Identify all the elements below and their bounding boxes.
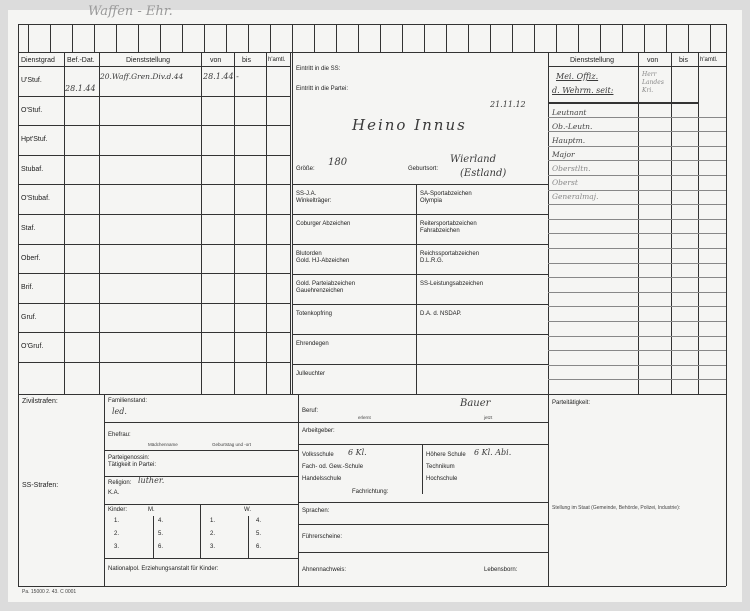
ahnennachweis-label: Ahnennachweis: — [302, 567, 347, 573]
right-row-line — [548, 365, 726, 366]
right-row-line — [548, 292, 726, 293]
hoehere-label: Höhere Schule — [426, 452, 466, 458]
top-strip-divider — [402, 24, 403, 52]
top-strip-divider — [72, 24, 73, 52]
top-strip-divider — [50, 24, 51, 52]
parteitaetigkeit-label: Parteitätigkeit: — [552, 400, 591, 406]
kinder-number: 4. — [256, 518, 262, 524]
top-strip-divider — [314, 24, 315, 52]
header-bis: bis — [242, 57, 251, 64]
left-row-line — [18, 303, 290, 304]
religion-label: Religion: — [108, 480, 132, 486]
top-strip-divider — [424, 24, 425, 52]
religion-sub: K.A. — [108, 490, 120, 496]
badge-left: Ehrendegen — [296, 341, 329, 347]
rank-label: Stubaf. — [21, 165, 44, 173]
top-strip-divider — [248, 24, 249, 52]
erlernt-label: erlernt — [358, 415, 371, 420]
kinder-number: 5. — [158, 531, 164, 537]
left-row-line — [18, 184, 290, 185]
top-strip-divider — [358, 24, 359, 52]
badge-row-line — [292, 334, 548, 335]
badge-right: Reichssportabzeichen D.L.R.G. — [420, 251, 480, 264]
top-strip-divider — [116, 24, 117, 52]
badge-row-line — [292, 274, 548, 275]
top-strip-divider — [556, 24, 557, 52]
kinder-number: 1. — [114, 518, 120, 524]
right-row-line — [548, 219, 726, 220]
right-header-bis: bis — [679, 57, 688, 64]
eintritt-ss: Eintritt in die SS: — [296, 66, 341, 72]
top-strip-divider — [292, 24, 293, 52]
rank-label: U'Stuf. — [21, 77, 42, 84]
top-strip-divider — [468, 24, 469, 52]
right-rank: Generalmaj. — [552, 192, 599, 201]
handels-label: Handelsschule — [302, 476, 342, 482]
stellung-label: Stellung im Staat (Gemeinde, Behörde, Polizei, Industrie): — [552, 505, 681, 511]
right-row-line — [548, 350, 726, 351]
footer-print-code: Pa. 15000 2. 43. C 0001 — [22, 589, 77, 595]
top-strip-divider — [578, 24, 579, 52]
right-hw-small-1: Herr — [642, 71, 657, 78]
napola-label: Nationalpol. Erziehungsanstalt für Kinder: — [108, 566, 219, 572]
ehefrau-label: Ehefrau: — [108, 432, 131, 438]
badge-left: Blutorden Gold. HJ-Abzeichen — [296, 251, 350, 264]
top-strip-divider — [446, 24, 447, 52]
right-row-line — [548, 160, 726, 161]
badge-left: SS-J.A. Winkelträger: — [296, 191, 332, 204]
familienstand-hw: led. — [112, 407, 127, 416]
top-strip-divider — [600, 24, 601, 52]
header-hamtl: h'amtl. — [268, 57, 286, 63]
groesse-label: Größe: — [296, 166, 315, 172]
right-row-line — [548, 146, 726, 147]
geburtsort-label: Geburtsort: — [408, 166, 439, 172]
badge-row-line — [292, 214, 548, 215]
top-strip-divider — [160, 24, 161, 52]
top-strip-divider — [138, 24, 139, 52]
lebensborn-label: Lebensborn: — [484, 567, 518, 573]
first-row-von: 28.1.44 - — [203, 72, 239, 81]
right-header-hamtl: h'amtl. — [700, 57, 718, 63]
top-strip-divider — [688, 24, 689, 52]
top-strip-divider — [380, 24, 381, 52]
parteigenossin-label: Parteigenossin: Tätigkeit in Partei: — [108, 455, 157, 468]
geburtsort-value: Wierland — [450, 154, 497, 165]
right-row-line — [548, 277, 726, 278]
left-row-line — [18, 125, 290, 126]
fuehrerscheine-label: Führerscheine: — [302, 534, 343, 540]
badge-row-line — [292, 244, 548, 245]
beruf-label: Beruf: — [302, 408, 319, 414]
top-strip-divider — [644, 24, 645, 52]
kinder-number: 2. — [114, 531, 120, 537]
rank-label: Gruf. — [21, 313, 37, 321]
rank-label: Brif. — [21, 284, 34, 292]
kinder-number: 1. — [210, 518, 216, 524]
badge-left: Coburger Abzeichen — [296, 221, 351, 227]
right-row-line — [548, 190, 726, 191]
right-row-line — [548, 321, 726, 322]
sprachen-label: Sprachen: — [302, 508, 330, 514]
zivilstrafen-label: Zivilstrafen: — [22, 398, 58, 405]
left-row-line — [18, 362, 290, 363]
kinder-number: 3. — [210, 544, 216, 550]
top-strip-divider — [204, 24, 205, 52]
badge-right: Reitersportabzeichen Fahrabzeichen — [420, 221, 477, 234]
left-row-line — [18, 96, 290, 97]
right-hw-1: Mei. Offiz. — [556, 72, 599, 81]
fach-label: Fach- od. Gew.-Schule — [302, 464, 364, 470]
name-handwriting: Heino Innus — [352, 116, 467, 134]
technikum-label: Technikum — [426, 464, 455, 470]
top-strip-divider — [534, 24, 535, 52]
rank-label: O'Stubaf. — [21, 195, 50, 203]
header-bef-dat: Bef.-Dat. — [67, 57, 95, 64]
rank-label: Oberf. — [21, 254, 41, 262]
left-row-line — [18, 273, 290, 274]
first-row-date: 28.1.44 — [65, 84, 96, 93]
first-row-position: 20.Waff.Gren.Div.d.44 — [100, 72, 184, 81]
groesse-value: 180 — [328, 157, 348, 168]
top-strip-divider — [270, 24, 271, 52]
left-row-line — [18, 155, 290, 156]
right-row-line — [548, 263, 726, 264]
header-dienststellung: Dienststellung — [126, 57, 170, 64]
right-header-dienststellung: Dienststellung — [570, 57, 614, 64]
right-rank: Oberst — [552, 178, 578, 187]
right-rank: Oberstltn. — [552, 164, 591, 173]
right-row-line — [548, 336, 726, 337]
badge-left: Gold. Parteiabzeichen Gauehrenzeichen — [296, 281, 356, 294]
personnel-card — [8, 4, 742, 602]
rank-label: Staf. — [21, 225, 36, 232]
header-dienstgrad: Dienstgrad — [21, 57, 55, 64]
fachrichtung-label: Fachrichtung: — [352, 489, 389, 495]
badge-right: SA-Sportabzeichen Olympia — [420, 191, 472, 204]
right-row-line — [548, 204, 726, 205]
kinder-number: 5. — [256, 531, 262, 537]
hoehere-hw: 6 Kl. Abi. — [474, 448, 512, 457]
familienstand-label: Familienstand: — [108, 398, 148, 404]
eintritt-partei: Eintritt in die Partei: — [296, 86, 349, 92]
kinder-number: 3. — [114, 544, 120, 550]
arbeitgeber-label: Arbeitgeber: — [302, 428, 335, 434]
badge-left: Totenkopfring — [296, 311, 333, 317]
top-strip-divider — [490, 24, 491, 52]
top-strip-divider — [182, 24, 183, 52]
kinder-number: 4. — [158, 518, 164, 524]
badge-left: Julleuchter — [296, 371, 326, 377]
top-strip-divider — [710, 24, 711, 52]
badge-right: D.A. d. NSDAP. — [420, 311, 462, 317]
right-row-line — [548, 233, 726, 234]
right-row-line — [548, 131, 726, 132]
hochschule-label: Hochschule — [426, 476, 458, 482]
top-strip-divider — [226, 24, 227, 52]
maedchenname-label: Mädchenname — [148, 442, 178, 447]
top-strip-divider — [666, 24, 667, 52]
left-row-line — [18, 214, 290, 215]
kinder-number: 2. — [210, 531, 216, 537]
right-header-von: von — [647, 57, 659, 64]
ss-strafen-label: SS-Strafen: — [22, 482, 59, 489]
badge-row-line — [292, 304, 548, 305]
rank-label: O'Stuf. — [21, 106, 43, 114]
top-strip-divider — [94, 24, 95, 52]
right-hw-small-2: Landes — [642, 79, 664, 86]
beruf-hw: Bauer — [460, 398, 491, 409]
volksschule-label: Volksschule — [302, 452, 334, 458]
badge-right: SS-Leistungsabzeichen — [420, 281, 484, 287]
header-von: von — [210, 57, 222, 64]
religion-hw: luther. — [138, 476, 165, 485]
right-rank: Hauptm. — [552, 136, 586, 145]
right-hw-2: d. Wehrm. seit: — [552, 86, 614, 95]
kinder-w: W. — [244, 507, 251, 513]
top-strip-divider — [512, 24, 513, 52]
rank-label: Hpt'Stuf. — [21, 136, 48, 144]
right-hw-small-3: Kri. — [642, 87, 654, 94]
top-strip-divider — [622, 24, 623, 52]
badge-row-line — [292, 364, 548, 365]
date-handwriting: 21.11.12 — [490, 100, 526, 109]
right-rank: Major — [552, 150, 575, 159]
right-rank: Leutnant — [552, 108, 587, 117]
right-rank: Ob.-Leutn. — [552, 122, 593, 131]
kinder-m: M. — [148, 507, 155, 513]
kinder-number: 6. — [158, 544, 164, 550]
top-strip-divider — [28, 24, 29, 52]
right-row-line — [548, 379, 726, 380]
right-row-line — [548, 306, 726, 307]
geburtstag-label: Geburtstag und -ort — [212, 442, 252, 447]
right-row-line — [548, 248, 726, 249]
volksschule-hw: 6 Kl. — [348, 448, 367, 457]
left-row-line — [18, 332, 290, 333]
jetzt-label: jetzt — [484, 415, 493, 420]
kinder-label: Kinder: — [108, 507, 128, 513]
right-row-line — [548, 175, 726, 176]
left-row-line — [18, 244, 290, 245]
top-strip-divider — [336, 24, 337, 52]
kinder-number: 6. — [256, 544, 262, 550]
top-handwriting: Waffen - Ehr. — [88, 4, 173, 19]
rank-label: O'Gruf. — [21, 343, 44, 351]
geburtsort-value-2: (Estland) — [460, 168, 507, 179]
